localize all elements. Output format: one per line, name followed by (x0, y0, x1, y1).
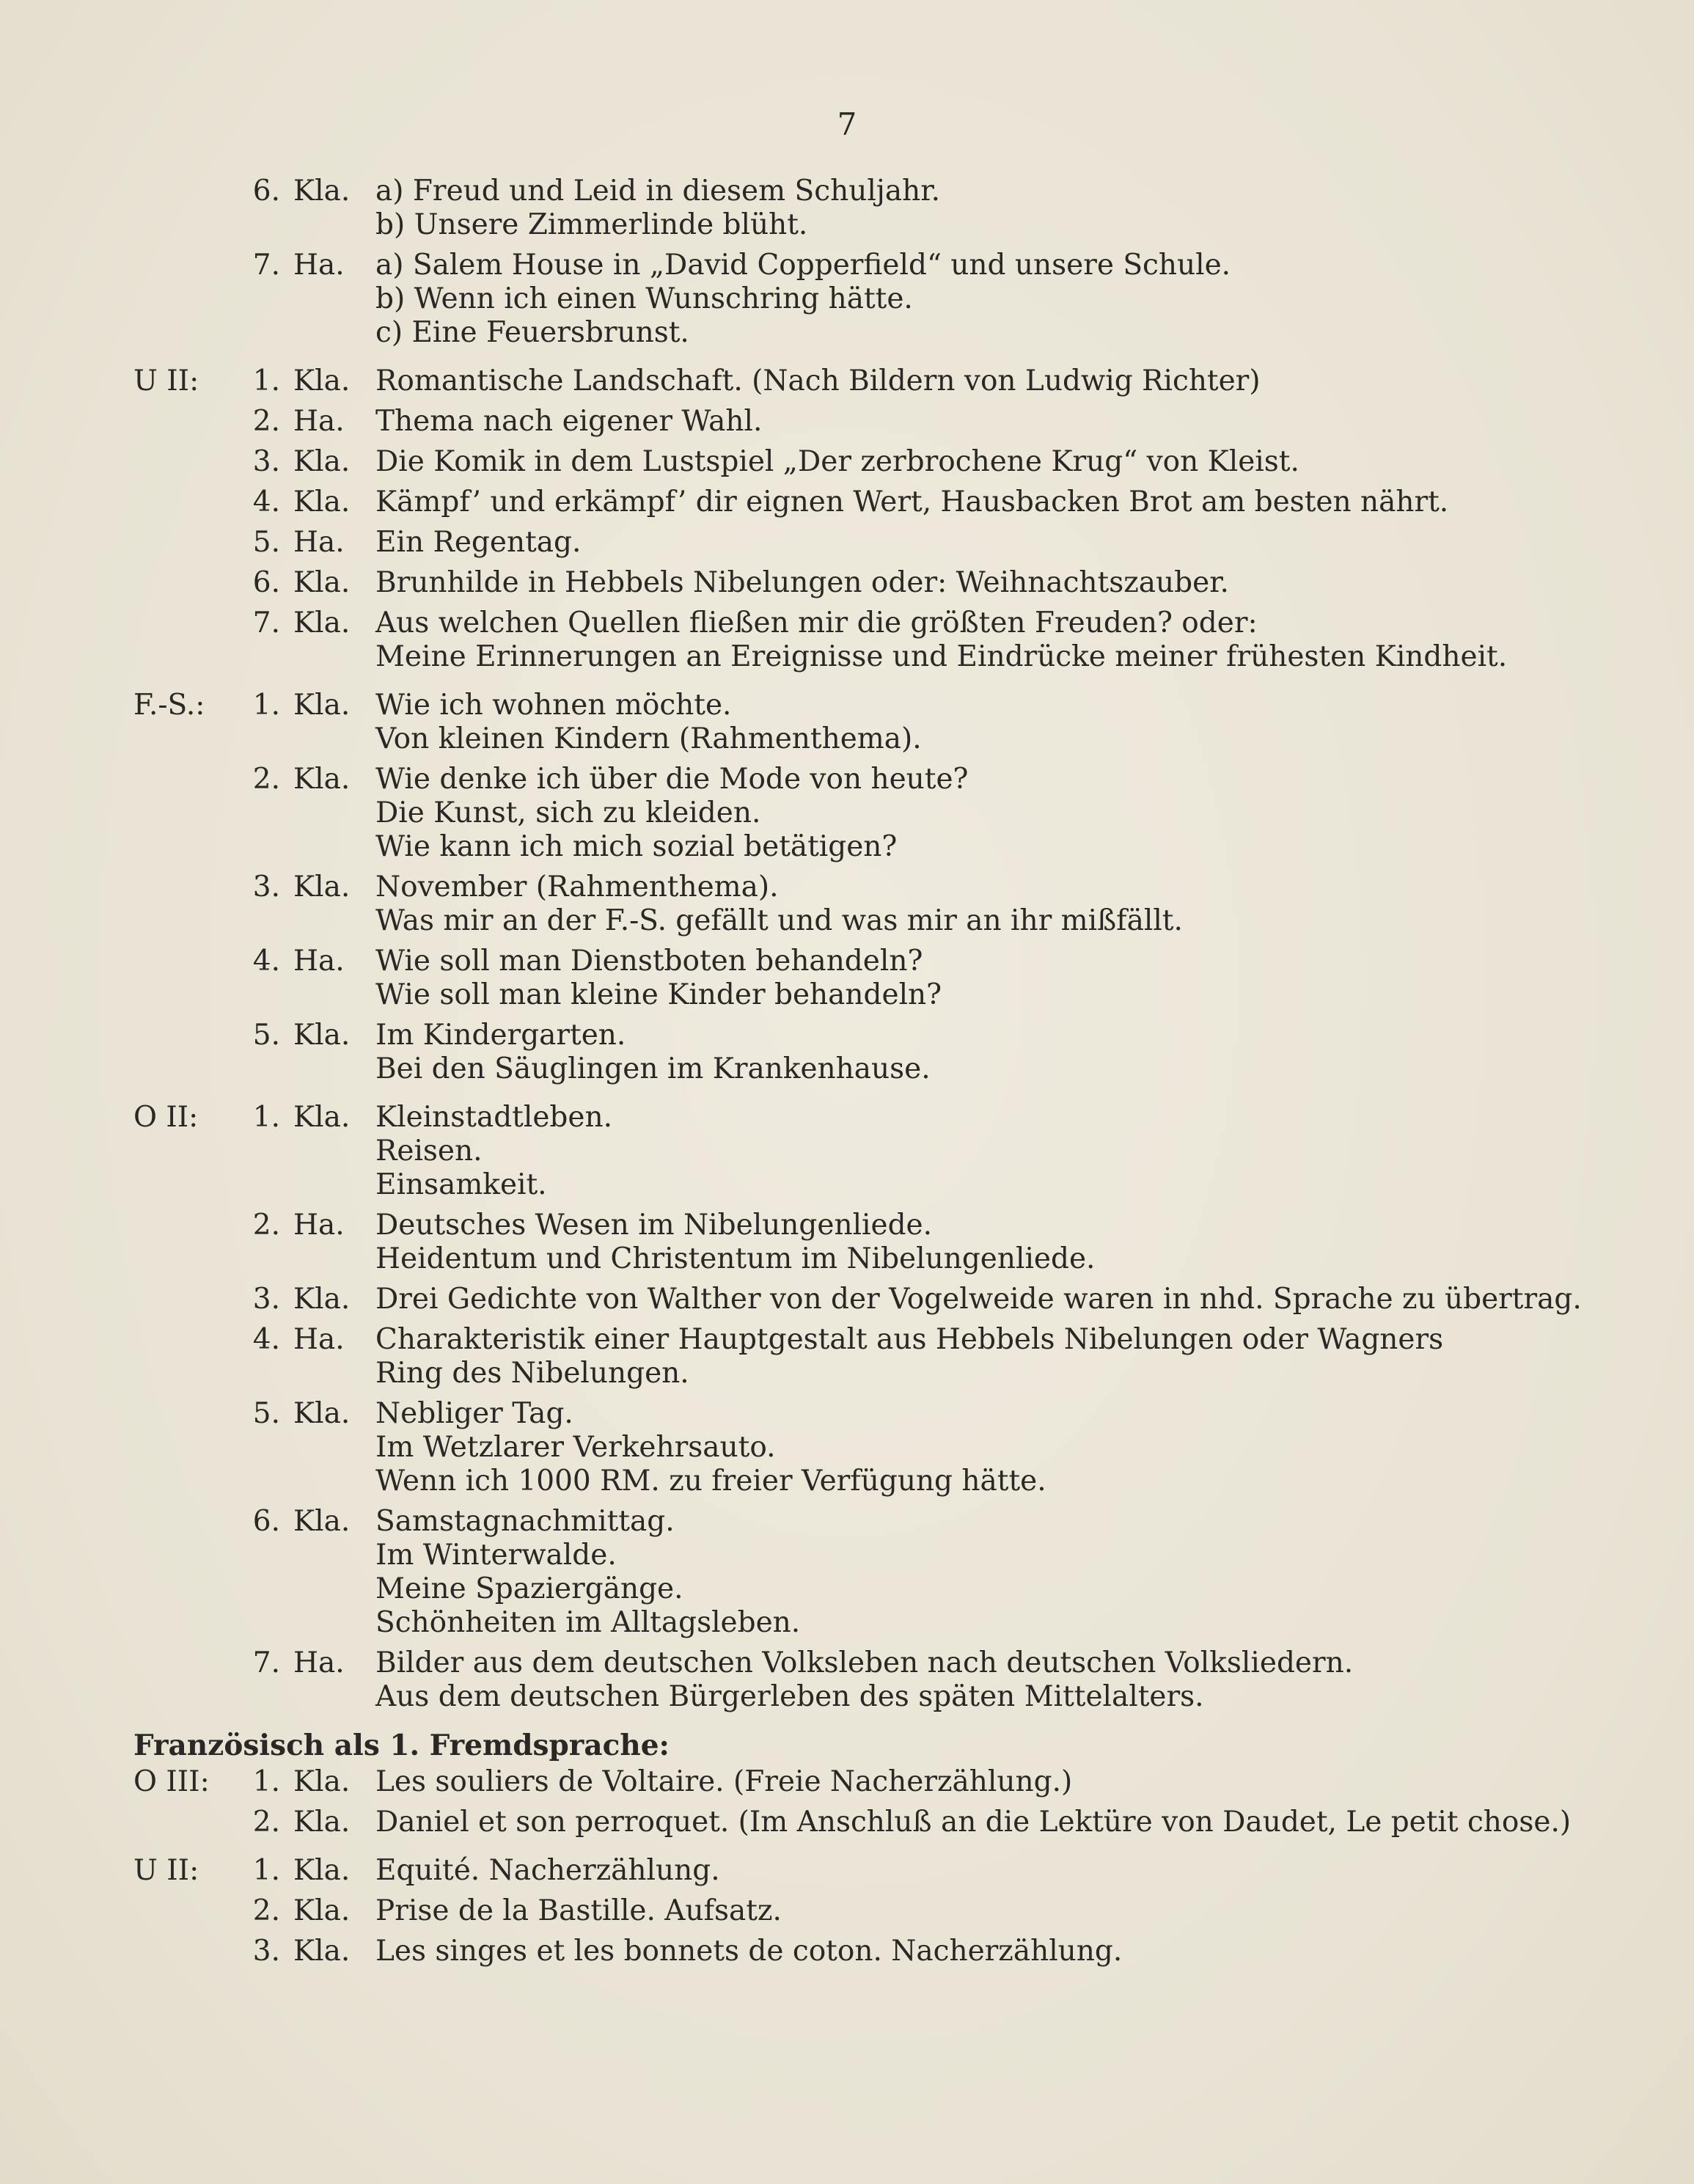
class-group (133, 364, 1600, 674)
entry-topics (375, 1854, 1585, 1888)
entry-topics (375, 1806, 1585, 1839)
entry-topics (375, 175, 1585, 242)
essay-topic: Wie soll man kleine Kinder behandeln? (375, 978, 942, 1011)
essay-entry (133, 1397, 1600, 1498)
essay-entry (133, 607, 1600, 674)
entry-type: Kla. (293, 1935, 351, 1968)
essay-topic: Im Wetzlarer Verkehrsauto. (375, 1431, 776, 1464)
french-section-heading: Französisch als 1. Fremdsprache: (133, 1729, 670, 1762)
essay-topic: Meine Spaziergänge. (375, 1572, 683, 1605)
entry-topics (375, 249, 1585, 350)
essay-entry (133, 1894, 1600, 1928)
essay-topic: Wie ich wohnen möchte. (375, 689, 732, 722)
entry-number: 5. (252, 526, 280, 559)
essay-topic: Kleinstadtleben. (375, 1101, 612, 1134)
entry-type: Kla. (293, 1019, 351, 1052)
entry-type: Kla. (293, 1854, 351, 1887)
essay-entry (133, 249, 1600, 350)
entry-type: Ha. (293, 249, 345, 282)
entry-type: Ha. (293, 945, 345, 978)
entry-topics (375, 1397, 1585, 1498)
essay-topic-list (133, 175, 1600, 1983)
class-level-label: F.-S.: (133, 689, 205, 722)
entry-number: 3. (252, 1283, 280, 1316)
essay-entry (133, 526, 1600, 560)
entry-number: 2. (252, 1806, 280, 1839)
essay-entry (133, 175, 1600, 242)
essay-entry (133, 405, 1600, 439)
essay-topic: Daniel et son perroquet. (Im Anschluß an die Lektüre von Daudet, Le petit chose.) (375, 1806, 1572, 1839)
entry-number: 4. (252, 1323, 280, 1356)
essay-topic: Einsamkeit. (375, 1168, 547, 1201)
essay-topic: Schönheiten im Alltagsleben. (375, 1606, 801, 1639)
entry-number: 7. (252, 607, 280, 640)
essay-topic: Thema nach eigener Wahl. (375, 405, 763, 438)
entry-number: 1. (252, 1101, 280, 1134)
entry-type: Kla. (293, 763, 351, 796)
essay-entry (133, 1854, 1600, 1888)
essay-entry (133, 1209, 1600, 1276)
french-essay-section (133, 1765, 1600, 1968)
essay-topic: Bei den Säuglingen im Krankenhause. (375, 1052, 931, 1085)
entry-type: Kla. (293, 566, 351, 599)
essay-topic: Ring des Nibelungen. (375, 1357, 689, 1390)
page-number: 7 (837, 106, 857, 142)
essay-topic: Deutsches Wesen im Nibelungenliede. (375, 1209, 933, 1242)
entry-number: 6. (252, 175, 280, 208)
entry-topics (375, 566, 1585, 600)
entry-number: 6. (252, 566, 280, 599)
essay-topic: Nebliger Tag. (375, 1397, 573, 1430)
entry-topics (375, 1646, 1585, 1714)
essay-topic: Die Kunst, sich zu kleiden. (375, 796, 761, 829)
entry-number: 2. (252, 763, 280, 796)
entry-type: Ha. (293, 526, 345, 559)
essay-entry (133, 1935, 1600, 1968)
entry-type: Kla. (293, 871, 351, 904)
essay-topic: Samstagnachmittag. (375, 1505, 675, 1538)
entry-number: 3. (252, 445, 280, 478)
entry-number: 3. (252, 871, 280, 904)
entry-topics (375, 1101, 1585, 1202)
entry-topics (375, 871, 1585, 938)
essay-topic: Prise de la Bastille. Aufsatz. (375, 1894, 782, 1927)
class-group (133, 175, 1600, 350)
entry-number: 7. (252, 1646, 280, 1679)
essay-topic: Les souliers de Voltaire. (Freie Nacherzählung.) (375, 1765, 1073, 1798)
essay-topic: a) Salem House in „David Copperfield“ und unsere Schule. (375, 249, 1231, 282)
essay-entry (133, 1283, 1600, 1316)
entry-topics (375, 445, 1585, 479)
essay-topic: Reisen. (375, 1135, 483, 1168)
essay-topic: b) Unsere Zimmerlinde blüht. (375, 208, 808, 241)
essay-topic: Was mir an der F.-S. gefällt und was mir an ihr mißfällt. (375, 904, 1183, 937)
essay-topic: Bilder aus dem deutschen Volksleben nach deutschen Volksliedern. (375, 1646, 1354, 1679)
essay-entry (133, 763, 1600, 864)
essay-topic: November (Rahmenthema). (375, 871, 779, 904)
essay-entry (133, 364, 1600, 398)
essay-topic: Wie soll man Dienstboten behandeln? (375, 945, 923, 978)
essay-topic: Romantische Landschaft. (Nach Bildern von Ludwig Richter) (375, 364, 1261, 397)
class-level-label: O III: (133, 1765, 210, 1798)
essay-entry (133, 871, 1600, 938)
entry-type: Kla. (293, 445, 351, 478)
entry-topics (375, 1019, 1585, 1086)
class-level-label: U II: (133, 1854, 199, 1887)
entry-topics (375, 526, 1585, 560)
entry-number: 2. (252, 1209, 280, 1242)
essay-topic: Aus dem deutschen Bürgerleben des späten Mittelalters. (375, 1680, 1204, 1713)
entry-topics (375, 689, 1585, 756)
essay-topic: Ein Regentag. (375, 526, 582, 559)
essay-topic: Les singes et les bonnets de coton. Nacherzählung. (375, 1935, 1123, 1968)
entry-type: Kla. (293, 1765, 351, 1798)
essay-entry (133, 485, 1600, 519)
essay-topic: Aus welchen Quellen fließen mir die größten Freuden? oder: (375, 607, 1258, 640)
essay-entry (133, 1505, 1600, 1640)
entry-number: 1. (252, 689, 280, 722)
essay-entry (133, 1323, 1600, 1390)
essay-entry (133, 945, 1600, 1012)
essay-topic: Im Kindergarten. (375, 1019, 626, 1052)
essay-topic: Wie denke ich über die Mode von heute? (375, 763, 969, 796)
entry-number: 1. (252, 1854, 280, 1887)
class-group (133, 1765, 1600, 1839)
entry-number: 4. (252, 485, 280, 518)
entry-type: Kla. (293, 1806, 351, 1839)
essay-topic: Drei Gedichte von Walther von der Vogelweide waren in nhd. Sprache zu übertrag. (375, 1283, 1582, 1316)
entry-type: Ha. (293, 1209, 345, 1242)
entry-number: 2. (252, 405, 280, 438)
entry-type: Kla. (293, 175, 351, 208)
entry-type: Kla. (293, 689, 351, 722)
entry-number: 6. (252, 1505, 280, 1538)
entry-number: 1. (252, 364, 280, 397)
entry-topics (375, 1209, 1585, 1276)
entry-type: Kla. (293, 1101, 351, 1134)
entry-topics (375, 1283, 1585, 1316)
essay-topic: a) Freud und Leid in diesem Schuljahr. (375, 175, 941, 208)
entry-number: 3. (252, 1935, 280, 1968)
entry-type: Kla. (293, 1505, 351, 1538)
entry-topics (375, 763, 1585, 864)
essay-topic: Wenn ich 1000 RM. zu freier Verfügung hätte. (375, 1465, 1046, 1498)
essay-entry (133, 1646, 1600, 1714)
entry-number: 5. (252, 1019, 280, 1052)
entry-topics (375, 1935, 1585, 1968)
class-group (133, 689, 1600, 1086)
entry-type: Kla. (293, 1894, 351, 1927)
german-essay-section (133, 175, 1600, 1714)
essay-topic: Meine Erinnerungen an Ereignisse und Eindrücke meiner frühesten Kindheit. (375, 640, 1508, 673)
essay-entry (133, 445, 1600, 479)
entry-type: Kla. (293, 364, 351, 397)
entry-type: Ha. (293, 1646, 345, 1679)
class-group (133, 1101, 1600, 1714)
essay-topic: Equité. Nacherzählung. (375, 1854, 720, 1887)
essay-topic: Kämpf’ und erkämpf’ dir eignen Wert, Hausbacken Brot am besten nährt. (375, 485, 1449, 518)
essay-topic: Von kleinen Kindern (Rahmenthema). (375, 722, 922, 755)
class-level-label: U II: (133, 364, 199, 397)
essay-topic: Charakteristik einer Hauptgestalt aus Hebbels Nibelungen oder Wagners (375, 1323, 1444, 1356)
entry-type: Kla. (293, 1397, 351, 1430)
entry-topics (375, 1323, 1585, 1390)
entry-number: 4. (252, 945, 280, 978)
entry-topics (375, 607, 1585, 674)
entry-topics (375, 405, 1585, 439)
essay-topic: c) Eine Feuersbrunst. (375, 316, 689, 349)
essay-topic: Im Winterwalde. (375, 1539, 617, 1572)
essay-entry (133, 566, 1600, 600)
essay-entry (133, 1101, 1600, 1202)
entry-number: 2. (252, 1894, 280, 1927)
entry-number: 5. (252, 1397, 280, 1430)
essay-topic: Wie kann ich mich sozial betätigen? (375, 830, 898, 863)
entry-topics (375, 945, 1585, 1012)
entry-type: Kla. (293, 485, 351, 518)
entry-topics (375, 1505, 1585, 1640)
essay-entry (133, 1765, 1600, 1799)
entry-topics (375, 485, 1585, 519)
class-level-label: O II: (133, 1101, 199, 1134)
entry-number: 1. (252, 1765, 280, 1798)
entry-number: 7. (252, 249, 280, 282)
essay-topic: b) Wenn ich einen Wunschring hätte. (375, 282, 913, 315)
essay-entry (133, 1019, 1600, 1086)
class-group (133, 1854, 1600, 1968)
essay-entry (133, 1806, 1600, 1839)
entry-topics (375, 1894, 1585, 1928)
essay-topic: Die Komik in dem Lustspiel „Der zerbrochene Krug“ von Kleist. (375, 445, 1299, 478)
entry-type: Kla. (293, 607, 351, 640)
entry-type: Ha. (293, 405, 345, 438)
entry-topics (375, 364, 1585, 398)
entry-type: Kla. (293, 1283, 351, 1316)
entry-type: Ha. (293, 1323, 345, 1356)
essay-topic: Heidentum und Christentum im Nibelungenliede. (375, 1242, 1096, 1275)
essay-entry (133, 689, 1600, 756)
entry-topics (375, 1765, 1585, 1799)
essay-topic: Brunhilde in Hebbels Nibelungen oder: Weihnachtszauber. (375, 566, 1229, 599)
